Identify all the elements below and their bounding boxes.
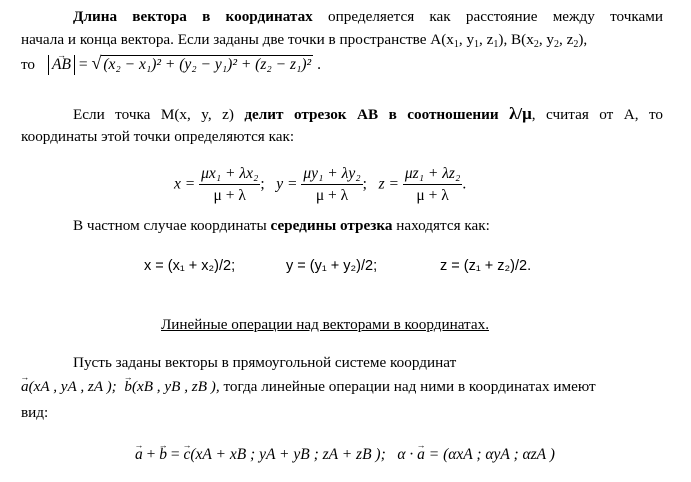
para2-line1 <box>73 105 663 124</box>
x-numerator: μx₁ + λx₂ <box>199 165 260 185</box>
formula-operations <box>135 446 555 464</box>
para2-line2: координаты этой точки определяются как: <box>21 128 295 145</box>
vector-a: → a <box>21 378 29 396</box>
vector-a: → a <box>417 446 425 464</box>
term-divides-segment: делит отрезок AB в соотношении <box>244 106 499 123</box>
para1-line2-d: ), B(x <box>498 31 534 48</box>
para1-line2-c: , z <box>479 31 494 48</box>
coords-b: (xB , yB , zB ), <box>131 378 220 395</box>
para4-line2 <box>21 378 596 396</box>
alpha-dot: α · <box>397 446 418 463</box>
para1-line1 <box>73 8 663 26</box>
midpoint-z: z = (z₁ + z₂)/2. <box>440 258 532 274</box>
midpoint-y: y = (y₁ + y₂)/2; <box>286 258 378 274</box>
period: . <box>462 175 467 193</box>
x-lhs: x = <box>174 175 200 193</box>
sub: 2 <box>533 39 539 50</box>
para1-line2-e: , y <box>538 31 555 48</box>
para3 <box>73 217 490 235</box>
lambda-mu: λ/μ <box>509 104 532 123</box>
para1-line2-f: , z <box>559 31 574 48</box>
para2-line1-a: Если точка M(x, y, z) <box>73 106 245 123</box>
sub: 2 <box>573 39 579 50</box>
midpoint-x: x = (x₁ + x₂)/2; <box>144 258 236 274</box>
coords-a: (xA , yA , zA ); <box>28 378 117 395</box>
radicand: (x₂ − x₁)² + (y₂ − y₁)² + (z₂ − z₁)² <box>103 56 312 73</box>
z-numerator: μz₁ + λz₂ <box>403 165 463 185</box>
sub: 1 <box>453 39 459 50</box>
para1-line2 <box>21 31 587 49</box>
sub: 2 <box>554 39 560 50</box>
para1-text1: определяется как расстояние между точками <box>312 8 663 25</box>
x-denominator: μ + λ <box>213 187 246 204</box>
x-fraction <box>199 165 260 205</box>
y-denominator: μ + λ <box>315 187 349 204</box>
vector-b: → b <box>159 446 167 464</box>
term-vector-length: Длина вектора в координатах <box>73 8 313 25</box>
sum-coords: (xA + xB ; yA + yB ; zA + zB ); <box>190 446 386 463</box>
vector-ab: → AB <box>52 55 71 75</box>
z-denominator: μ + λ <box>416 187 449 204</box>
z-lhs: z = <box>378 175 403 193</box>
term-midpoint: середины отрезка <box>270 217 393 234</box>
vector-a: → a <box>135 446 143 464</box>
plus: + <box>142 446 160 463</box>
z-fraction <box>403 165 463 205</box>
sep: ; <box>362 175 367 193</box>
equals: = <box>167 446 184 463</box>
y-fraction <box>301 165 362 205</box>
para4-rest: тогда линейные операции над ними в координатах имеют <box>219 378 596 395</box>
sub: 1 <box>493 39 499 50</box>
section-heading: Линейные операции над векторами в координатах. <box>161 316 490 333</box>
para3-a: В частном случае координаты <box>73 217 271 234</box>
para2-line1-c: , считая от A, то <box>531 106 664 123</box>
scaled-coords: = (αxA ; αyA ; αzA ) <box>424 446 555 463</box>
y-lhs: y = <box>276 175 302 193</box>
para4-line3: вид: <box>21 404 49 421</box>
para1-line2-b: , y <box>458 31 475 48</box>
sub: 1 <box>474 39 480 50</box>
vector-c: → c <box>184 446 191 464</box>
period: . <box>313 56 321 73</box>
para3-c: находятся как: <box>392 217 490 234</box>
sep: ; <box>260 175 265 193</box>
sqrt-sign: √ <box>91 53 102 73</box>
para1-to: то <box>21 56 36 73</box>
para1-line2-a: начала и конца вектора. Если заданы две точки в пространстве A(x <box>21 31 454 48</box>
vector-b: → b <box>124 378 132 396</box>
formula-division <box>174 165 466 205</box>
formula-vector-length <box>48 54 321 75</box>
para1-line2-g: ), <box>578 31 588 48</box>
para4-line1: Пусть заданы векторы в прямоугольной системе координат <box>73 354 457 371</box>
y-numerator: μy₁ + λy₂ <box>301 165 362 185</box>
equals: = <box>74 56 92 73</box>
